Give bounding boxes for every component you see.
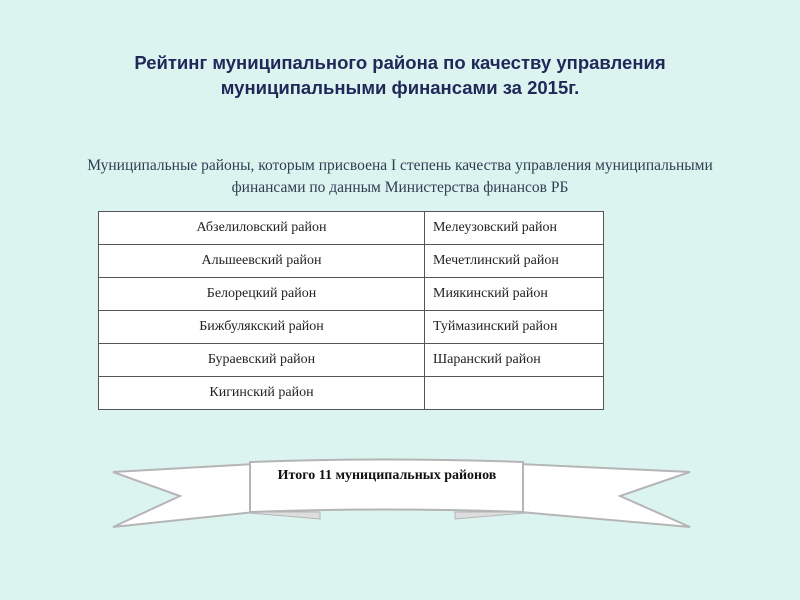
table-cell: Альшеевский район: [99, 245, 425, 278]
table-cell: Туймазинский район: [425, 311, 604, 344]
table-cell: Бураевский район: [99, 344, 425, 377]
table-cell: Шаранский район: [425, 344, 604, 377]
table-cell: Мелеузовский район: [425, 212, 604, 245]
page-title: Рейтинг муниципального района по качеству управления муниципальными финансами за 2015г.: [134, 52, 666, 98]
table-cell: Бижбулякский район: [99, 311, 425, 344]
ribbon-text: Итого 11 муниципальных районов: [277, 468, 497, 483]
table-cell: Белорецкий район: [99, 278, 425, 311]
table-cell: Миякинский район: [425, 278, 604, 311]
table-cell: Абзелиловский район: [99, 212, 425, 245]
table-cell: Мечетлинский район: [425, 245, 604, 278]
table-cell: Кигинский район: [99, 377, 425, 410]
subtitle: Муниципальные районы, которым присвоена I степень качества управления муниципальными финансами по данным Министерства финансов РБ: [87, 157, 713, 196]
